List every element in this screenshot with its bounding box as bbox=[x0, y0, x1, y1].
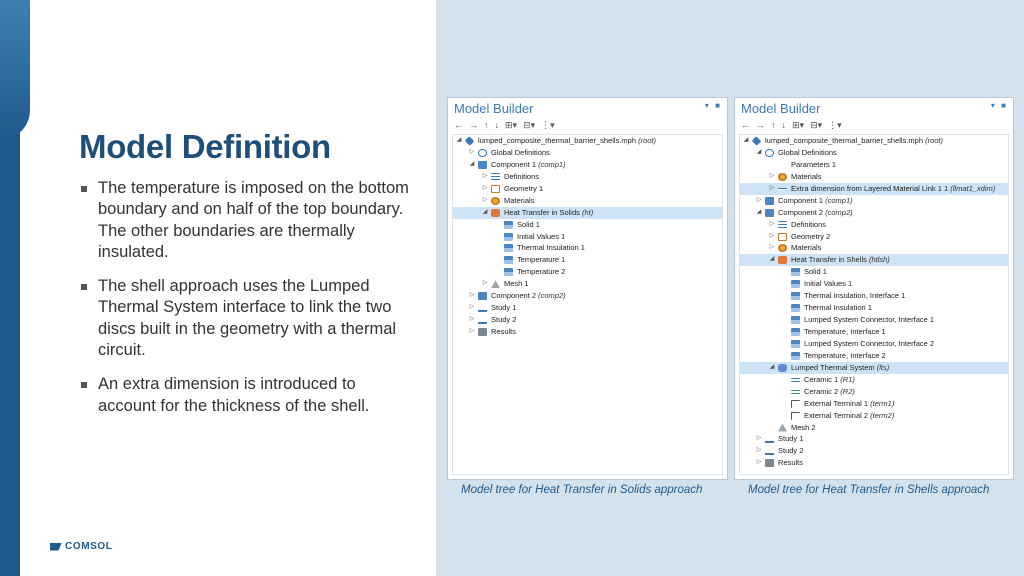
tree-node-mesh[interactable] bbox=[740, 422, 1008, 434]
tree-node-geom[interactable] bbox=[740, 231, 1008, 243]
mat-icon bbox=[491, 197, 500, 205]
tree-node-feat[interactable] bbox=[453, 242, 722, 254]
term-icon bbox=[791, 412, 800, 420]
mesh-icon bbox=[491, 280, 500, 288]
tree-node-label bbox=[517, 266, 565, 278]
tree-node-globe[interactable] bbox=[740, 147, 1008, 159]
feat-icon bbox=[504, 221, 513, 229]
defs-icon bbox=[491, 173, 500, 181]
tree-node-text: Solid 1 bbox=[804, 267, 827, 277]
feat-icon bbox=[504, 244, 513, 252]
collapsed-arrow-icon[interactable]: ▷ bbox=[469, 148, 475, 155]
expanded-arrow-icon[interactable]: ◢ bbox=[769, 363, 775, 370]
mesh-icon bbox=[778, 424, 787, 432]
tree-node-defs[interactable] bbox=[453, 171, 722, 183]
bullet-item bbox=[79, 276, 409, 361]
model-builder-title: Model Builder bbox=[741, 101, 821, 116]
tree-node-text: Geometry 2 bbox=[791, 231, 831, 241]
tree-node-label bbox=[504, 183, 543, 195]
tree-node-study[interactable] bbox=[740, 433, 1008, 445]
tree-node-mesh[interactable] bbox=[453, 278, 722, 290]
tree-node-param[interactable] bbox=[740, 159, 1008, 171]
bullet-square-icon bbox=[81, 382, 87, 388]
tree-node-text: Mesh 1 bbox=[504, 279, 529, 289]
tree-node-comp[interactable] bbox=[740, 195, 1008, 207]
tree-node-text: Global Definitions bbox=[778, 147, 837, 157]
collapsed-arrow-icon[interactable]: ▷ bbox=[769, 244, 775, 251]
root-icon bbox=[465, 136, 475, 146]
tree-node-globe[interactable] bbox=[453, 147, 722, 159]
comp-icon bbox=[478, 161, 487, 169]
collapsed-arrow-icon[interactable]: ▷ bbox=[469, 304, 475, 311]
tree-node-label bbox=[504, 195, 534, 207]
results-icon bbox=[765, 459, 774, 467]
tree-node-text: Lumped System Connector, Interface 1 bbox=[804, 315, 935, 325]
feat-icon bbox=[791, 280, 800, 288]
feat-icon bbox=[504, 256, 513, 264]
tree-node-text: Heat Transfer in Shells bbox=[791, 255, 867, 265]
tree-node-term[interactable] bbox=[740, 410, 1008, 422]
mat-icon bbox=[778, 244, 787, 252]
tree-node-dim[interactable] bbox=[740, 183, 1008, 195]
tree-node-tag: (root) bbox=[638, 136, 657, 145]
tree-node-text: Study 1 bbox=[491, 303, 517, 313]
tree-node-text: Results bbox=[491, 327, 517, 336]
tree-node-text: Global Definitions bbox=[491, 147, 550, 157]
tree-node-label bbox=[517, 219, 540, 231]
tree-node-label bbox=[804, 374, 855, 386]
model-builder-header bbox=[735, 98, 1013, 118]
tree-node-label bbox=[791, 242, 821, 254]
tree-node-label bbox=[778, 207, 853, 219]
tree-node-lts[interactable] bbox=[740, 362, 1008, 374]
comp-icon bbox=[478, 292, 487, 300]
tree-node-phys[interactable] bbox=[453, 207, 722, 219]
tree-node-feat[interactable] bbox=[740, 302, 1008, 314]
study-icon bbox=[478, 304, 487, 312]
tree-node-text: Geometry 1 bbox=[504, 183, 544, 193]
tree-node-text: Temperature, Interface 1 bbox=[804, 327, 886, 336]
collapsed-arrow-icon[interactable]: ▷ bbox=[482, 172, 488, 179]
tree-node-text: Solid 1 bbox=[517, 219, 540, 229]
tree-node-feat[interactable] bbox=[740, 326, 1008, 338]
comp-icon bbox=[765, 209, 774, 217]
tree-node-label bbox=[778, 445, 803, 457]
study-icon bbox=[765, 435, 774, 443]
tree-node-comp[interactable] bbox=[740, 207, 1008, 219]
left-accent-bar bbox=[0, 0, 20, 576]
tree-node-label bbox=[791, 171, 821, 183]
tree-node-feat[interactable] bbox=[740, 290, 1008, 302]
feat-icon bbox=[791, 316, 800, 324]
tree-node-label bbox=[778, 147, 837, 159]
tree-node-tag: (root) bbox=[925, 136, 944, 145]
comsol-logo bbox=[50, 541, 113, 552]
model-builder-toolbar bbox=[448, 118, 727, 132]
bullet-square-icon bbox=[81, 186, 87, 192]
tree-node-mat[interactable] bbox=[740, 171, 1008, 183]
comp-r-icon bbox=[791, 390, 800, 394]
collapse-sections-icon[interactable]: ⊟▾ bbox=[810, 119, 823, 130]
tree-node-label bbox=[517, 242, 585, 254]
collapsed-arrow-icon[interactable]: ▷ bbox=[769, 172, 775, 179]
collapsed-arrow-icon[interactable]: ▷ bbox=[482, 196, 488, 203]
tree-node-label bbox=[804, 326, 886, 338]
collapsed-arrow-icon[interactable]: ▷ bbox=[769, 184, 775, 191]
bullet-text: An extra dimension is introduced to account for the thickness of the shell. bbox=[98, 375, 370, 415]
tree-node-tag: (lts) bbox=[876, 362, 890, 372]
tree-node-label bbox=[804, 314, 934, 326]
comsol-logo-text: COMSOL bbox=[65, 541, 113, 552]
tree-node-tag: (R1) bbox=[840, 374, 855, 384]
tree-node-text: lumped_composite_thermal_barrier_shells.mph bbox=[478, 136, 636, 145]
tree-node-feat[interactable] bbox=[740, 350, 1008, 362]
tree-node-label bbox=[491, 159, 566, 171]
tree-node-text: External Terminal 2 bbox=[804, 410, 869, 420]
move-down-icon[interactable]: ↓ bbox=[494, 120, 499, 130]
back-icon[interactable]: ← bbox=[741, 120, 750, 130]
tree-node-text: Lumped Thermal System bbox=[791, 362, 875, 372]
feat-icon bbox=[791, 328, 800, 336]
tree-node-label bbox=[491, 290, 566, 302]
tree-node-phys[interactable] bbox=[740, 254, 1008, 266]
tree-node-text: Thermal Insulation, Interface 1 bbox=[804, 291, 906, 301]
tree-node-text: Ceramic 2 bbox=[804, 386, 839, 396]
tree-node-term[interactable] bbox=[740, 398, 1008, 410]
panel-menu-icon[interactable]: ▾ ■ bbox=[990, 101, 1008, 110]
tree-node-label bbox=[778, 457, 803, 469]
tree-node-text: lumped_composite_thermal_barrier_shells.mph bbox=[765, 136, 923, 145]
tree-node-label bbox=[791, 231, 830, 243]
tree-node-label bbox=[791, 254, 890, 266]
tree-node-label bbox=[804, 410, 894, 422]
caption-shells: Model tree for Heat Transfer in Shells approach bbox=[748, 484, 990, 496]
tree-node-label bbox=[504, 171, 539, 183]
globe-icon bbox=[478, 149, 487, 157]
tree-node-tag: (comp1) bbox=[825, 195, 853, 205]
tree-node-text: Lumped System Connector, Interface 2 bbox=[804, 338, 935, 348]
collapsed-arrow-icon[interactable]: ▷ bbox=[482, 280, 488, 287]
tree-node-comp[interactable] bbox=[453, 290, 722, 302]
feat-icon bbox=[791, 304, 800, 312]
tree-node-tag: (term1) bbox=[870, 398, 895, 408]
forward-icon[interactable]: → bbox=[469, 120, 478, 130]
tree-node-tag: (term2) bbox=[870, 410, 895, 420]
tree-node-text: Parameters 1 bbox=[791, 159, 837, 169]
tree-node-text: External Terminal 1 bbox=[804, 398, 869, 408]
param-icon bbox=[778, 161, 787, 169]
expand-sections-icon[interactable]: ⊞▾ bbox=[505, 119, 518, 130]
tree-node-tag: (comp1) bbox=[538, 159, 566, 169]
collapse-sections-icon[interactable]: ⊟▾ bbox=[523, 119, 536, 130]
tree-node-label bbox=[504, 207, 593, 219]
model-tree bbox=[452, 134, 723, 475]
tree-node-text: Component 1 bbox=[491, 159, 537, 169]
tree-node-label bbox=[804, 290, 905, 302]
globe-icon bbox=[765, 149, 774, 157]
more-options-icon[interactable]: ⋮▾ bbox=[541, 119, 555, 130]
tree-node-text: Thermal Insulation 1 bbox=[517, 243, 585, 253]
collapsed-arrow-icon[interactable]: ▷ bbox=[756, 196, 762, 203]
tree-node-label bbox=[791, 362, 889, 374]
tree-node-study[interactable] bbox=[453, 314, 722, 326]
geom-icon bbox=[778, 233, 787, 241]
tree-node-mat[interactable] bbox=[740, 242, 1008, 254]
tree-node-root[interactable] bbox=[453, 135, 722, 147]
study-icon bbox=[478, 316, 487, 324]
collapsed-arrow-icon[interactable]: ▷ bbox=[469, 316, 475, 323]
tree-node-text: Mesh 2 bbox=[791, 422, 816, 432]
expanded-arrow-icon[interactable]: ◢ bbox=[756, 148, 762, 155]
move-down-icon[interactable]: ↓ bbox=[781, 120, 786, 130]
expand-sections-icon[interactable]: ⊞▾ bbox=[792, 119, 805, 130]
tree-node-root[interactable] bbox=[740, 135, 1008, 147]
tree-node-label bbox=[804, 302, 872, 314]
more-options-icon[interactable]: ⋮▾ bbox=[828, 119, 842, 130]
tree-node-text: Study 1 bbox=[778, 434, 804, 444]
tree-node-text: Temperature, Interface 2 bbox=[804, 350, 886, 360]
model-builder-panel-solids bbox=[447, 97, 728, 480]
feat-icon bbox=[791, 340, 800, 348]
expanded-arrow-icon[interactable]: ◢ bbox=[756, 208, 762, 215]
tree-node-text: Materials bbox=[791, 171, 822, 181]
root-icon bbox=[752, 136, 762, 146]
model-builder-header bbox=[448, 98, 727, 118]
expanded-arrow-icon[interactable]: ◢ bbox=[469, 160, 475, 167]
feat-icon bbox=[504, 233, 513, 241]
tree-node-text: Temperature 1 bbox=[517, 255, 566, 265]
expanded-arrow-icon[interactable]: ◢ bbox=[743, 137, 749, 143]
bullet-text: The temperature is imposed on the bottom boundary and on half of the top boundary. The other boundaries are thermally insulated. bbox=[98, 179, 409, 261]
bullet-list bbox=[79, 178, 409, 430]
tree-node-feat[interactable] bbox=[740, 266, 1008, 278]
study-icon bbox=[765, 447, 774, 455]
tree-node-label bbox=[517, 254, 565, 266]
expanded-arrow-icon[interactable]: ◢ bbox=[482, 208, 488, 215]
tree-node-feat[interactable] bbox=[740, 338, 1008, 350]
tree-node-text: Ceramic 1 bbox=[804, 374, 839, 384]
collapsed-arrow-icon[interactable]: ▷ bbox=[756, 459, 762, 466]
tree-node-results[interactable] bbox=[740, 457, 1008, 469]
tree-node-label bbox=[765, 135, 943, 147]
bullet-item bbox=[79, 374, 409, 417]
tree-node-label bbox=[791, 219, 826, 231]
mat-icon bbox=[778, 173, 787, 181]
model-tree bbox=[739, 134, 1009, 475]
tree-node-label bbox=[778, 433, 803, 445]
defs-icon bbox=[778, 221, 787, 229]
results-icon bbox=[478, 328, 487, 336]
tree-node-text: Initial Values 1 bbox=[804, 279, 853, 289]
tree-node-label bbox=[791, 422, 816, 434]
model-builder-panel-shells bbox=[734, 97, 1014, 480]
tree-node-tag: (R2) bbox=[840, 386, 855, 396]
term-icon bbox=[791, 400, 800, 408]
tree-node-text: Component 2 bbox=[778, 207, 824, 217]
expanded-arrow-icon[interactable]: ◢ bbox=[769, 256, 775, 263]
tree-node-text: Initial Values 1 bbox=[517, 231, 566, 241]
back-icon[interactable]: ← bbox=[454, 120, 463, 130]
tree-node-comp-r[interactable] bbox=[740, 386, 1008, 398]
forward-icon[interactable]: → bbox=[756, 120, 765, 130]
accent-curve bbox=[0, 0, 30, 140]
tree-node-mat[interactable] bbox=[453, 195, 722, 207]
tree-node-label bbox=[478, 135, 656, 147]
tree-node-feat[interactable] bbox=[740, 314, 1008, 326]
slide-title: Model Definition bbox=[79, 128, 331, 165]
tree-node-feat[interactable] bbox=[453, 254, 722, 266]
phys-icon bbox=[778, 256, 787, 264]
feat-icon bbox=[791, 352, 800, 360]
tree-node-comp[interactable] bbox=[453, 159, 722, 171]
tree-node-label bbox=[804, 386, 855, 398]
tree-node-feat[interactable] bbox=[740, 278, 1008, 290]
tree-node-results[interactable] bbox=[453, 326, 722, 338]
geom-icon bbox=[491, 185, 500, 193]
tree-node-label bbox=[504, 278, 529, 290]
tree-node-text: Materials bbox=[791, 243, 822, 253]
tree-node-label bbox=[491, 326, 516, 338]
model-builder-toolbar bbox=[735, 118, 1013, 132]
collapsed-arrow-icon[interactable]: ▷ bbox=[482, 184, 488, 191]
tree-node-text: Results bbox=[778, 458, 804, 468]
feat-icon bbox=[791, 268, 800, 276]
tree-node-study[interactable] bbox=[453, 302, 722, 314]
tree-node-tag: (htlsh) bbox=[868, 255, 890, 265]
tree-node-label bbox=[791, 159, 836, 171]
tree-node-label bbox=[791, 183, 995, 195]
bullet-text: The shell approach uses the Lumped Thermal System interface to link the two discs built in the geometry with a thermal circuit. bbox=[98, 277, 397, 360]
comp-r-icon bbox=[791, 378, 800, 382]
tree-node-label bbox=[804, 338, 934, 350]
tree-node-study[interactable] bbox=[740, 445, 1008, 457]
bullet-item bbox=[79, 178, 409, 263]
feat-icon bbox=[791, 292, 800, 300]
lts-icon bbox=[778, 364, 787, 372]
move-up-icon[interactable]: ↑ bbox=[484, 120, 489, 130]
tree-node-text: Study 2 bbox=[778, 446, 804, 456]
caption-solids: Model tree for Heat Transfer in Solids approach bbox=[461, 484, 703, 496]
tree-node-text: Extra dimension from Layered Material Link 1 1 bbox=[791, 183, 949, 193]
tree-node-text: Materials bbox=[504, 195, 535, 205]
comp-icon bbox=[765, 197, 774, 205]
collapsed-arrow-icon[interactable]: ▷ bbox=[769, 232, 775, 239]
tree-node-geom[interactable] bbox=[453, 183, 722, 195]
move-up-icon[interactable]: ↑ bbox=[771, 120, 776, 130]
tree-node-text: Definitions bbox=[504, 171, 540, 181]
tree-node-text: Definitions bbox=[791, 219, 827, 229]
tree-node-feat[interactable] bbox=[453, 219, 722, 231]
tree-node-label bbox=[517, 231, 565, 243]
collapsed-arrow-icon[interactable]: ▷ bbox=[469, 328, 475, 334]
tree-node-defs[interactable] bbox=[740, 219, 1008, 231]
comsol-logo-mark-icon bbox=[50, 543, 62, 551]
panel-menu-icon[interactable]: ▾ ■ bbox=[704, 101, 722, 110]
tree-node-label bbox=[804, 278, 852, 290]
tree-node-label bbox=[491, 302, 516, 314]
collapsed-arrow-icon[interactable]: ▷ bbox=[756, 435, 762, 442]
tree-node-tag: (llmat1_xdim) bbox=[950, 183, 996, 193]
tree-node-label bbox=[491, 147, 550, 159]
collapsed-arrow-icon[interactable]: ▷ bbox=[769, 220, 775, 227]
phys-icon bbox=[491, 209, 500, 217]
tree-node-feat[interactable] bbox=[453, 266, 722, 278]
tree-node-text: Heat Transfer in Solids bbox=[504, 207, 580, 217]
tree-node-text: Temperature 2 bbox=[517, 267, 566, 277]
model-builder-title: Model Builder bbox=[454, 101, 534, 116]
tree-node-label bbox=[804, 350, 886, 362]
tree-node-feat[interactable] bbox=[453, 231, 722, 243]
tree-node-label bbox=[804, 266, 827, 278]
tree-node-tag: (comp2) bbox=[538, 291, 566, 301]
tree-node-text: Component 2 bbox=[491, 291, 537, 301]
tree-node-comp-r[interactable] bbox=[740, 374, 1008, 386]
tree-node-tag: (comp2) bbox=[825, 207, 853, 217]
tree-node-label bbox=[804, 398, 894, 410]
collapsed-arrow-icon[interactable]: ▷ bbox=[756, 447, 762, 454]
dim-icon bbox=[778, 188, 787, 190]
feat-icon bbox=[504, 268, 513, 276]
expanded-arrow-icon[interactable]: ◢ bbox=[456, 137, 462, 143]
tree-node-text: Thermal Insulation 1 bbox=[804, 303, 872, 313]
tree-node-text: Component 1 bbox=[778, 195, 824, 205]
tree-node-tag: (ht) bbox=[581, 207, 594, 217]
tree-node-label bbox=[778, 195, 853, 207]
collapsed-arrow-icon[interactable]: ▷ bbox=[469, 292, 475, 299]
bullet-square-icon bbox=[81, 284, 87, 290]
tree-node-text: Study 2 bbox=[491, 315, 517, 325]
tree-node-label bbox=[491, 314, 516, 326]
